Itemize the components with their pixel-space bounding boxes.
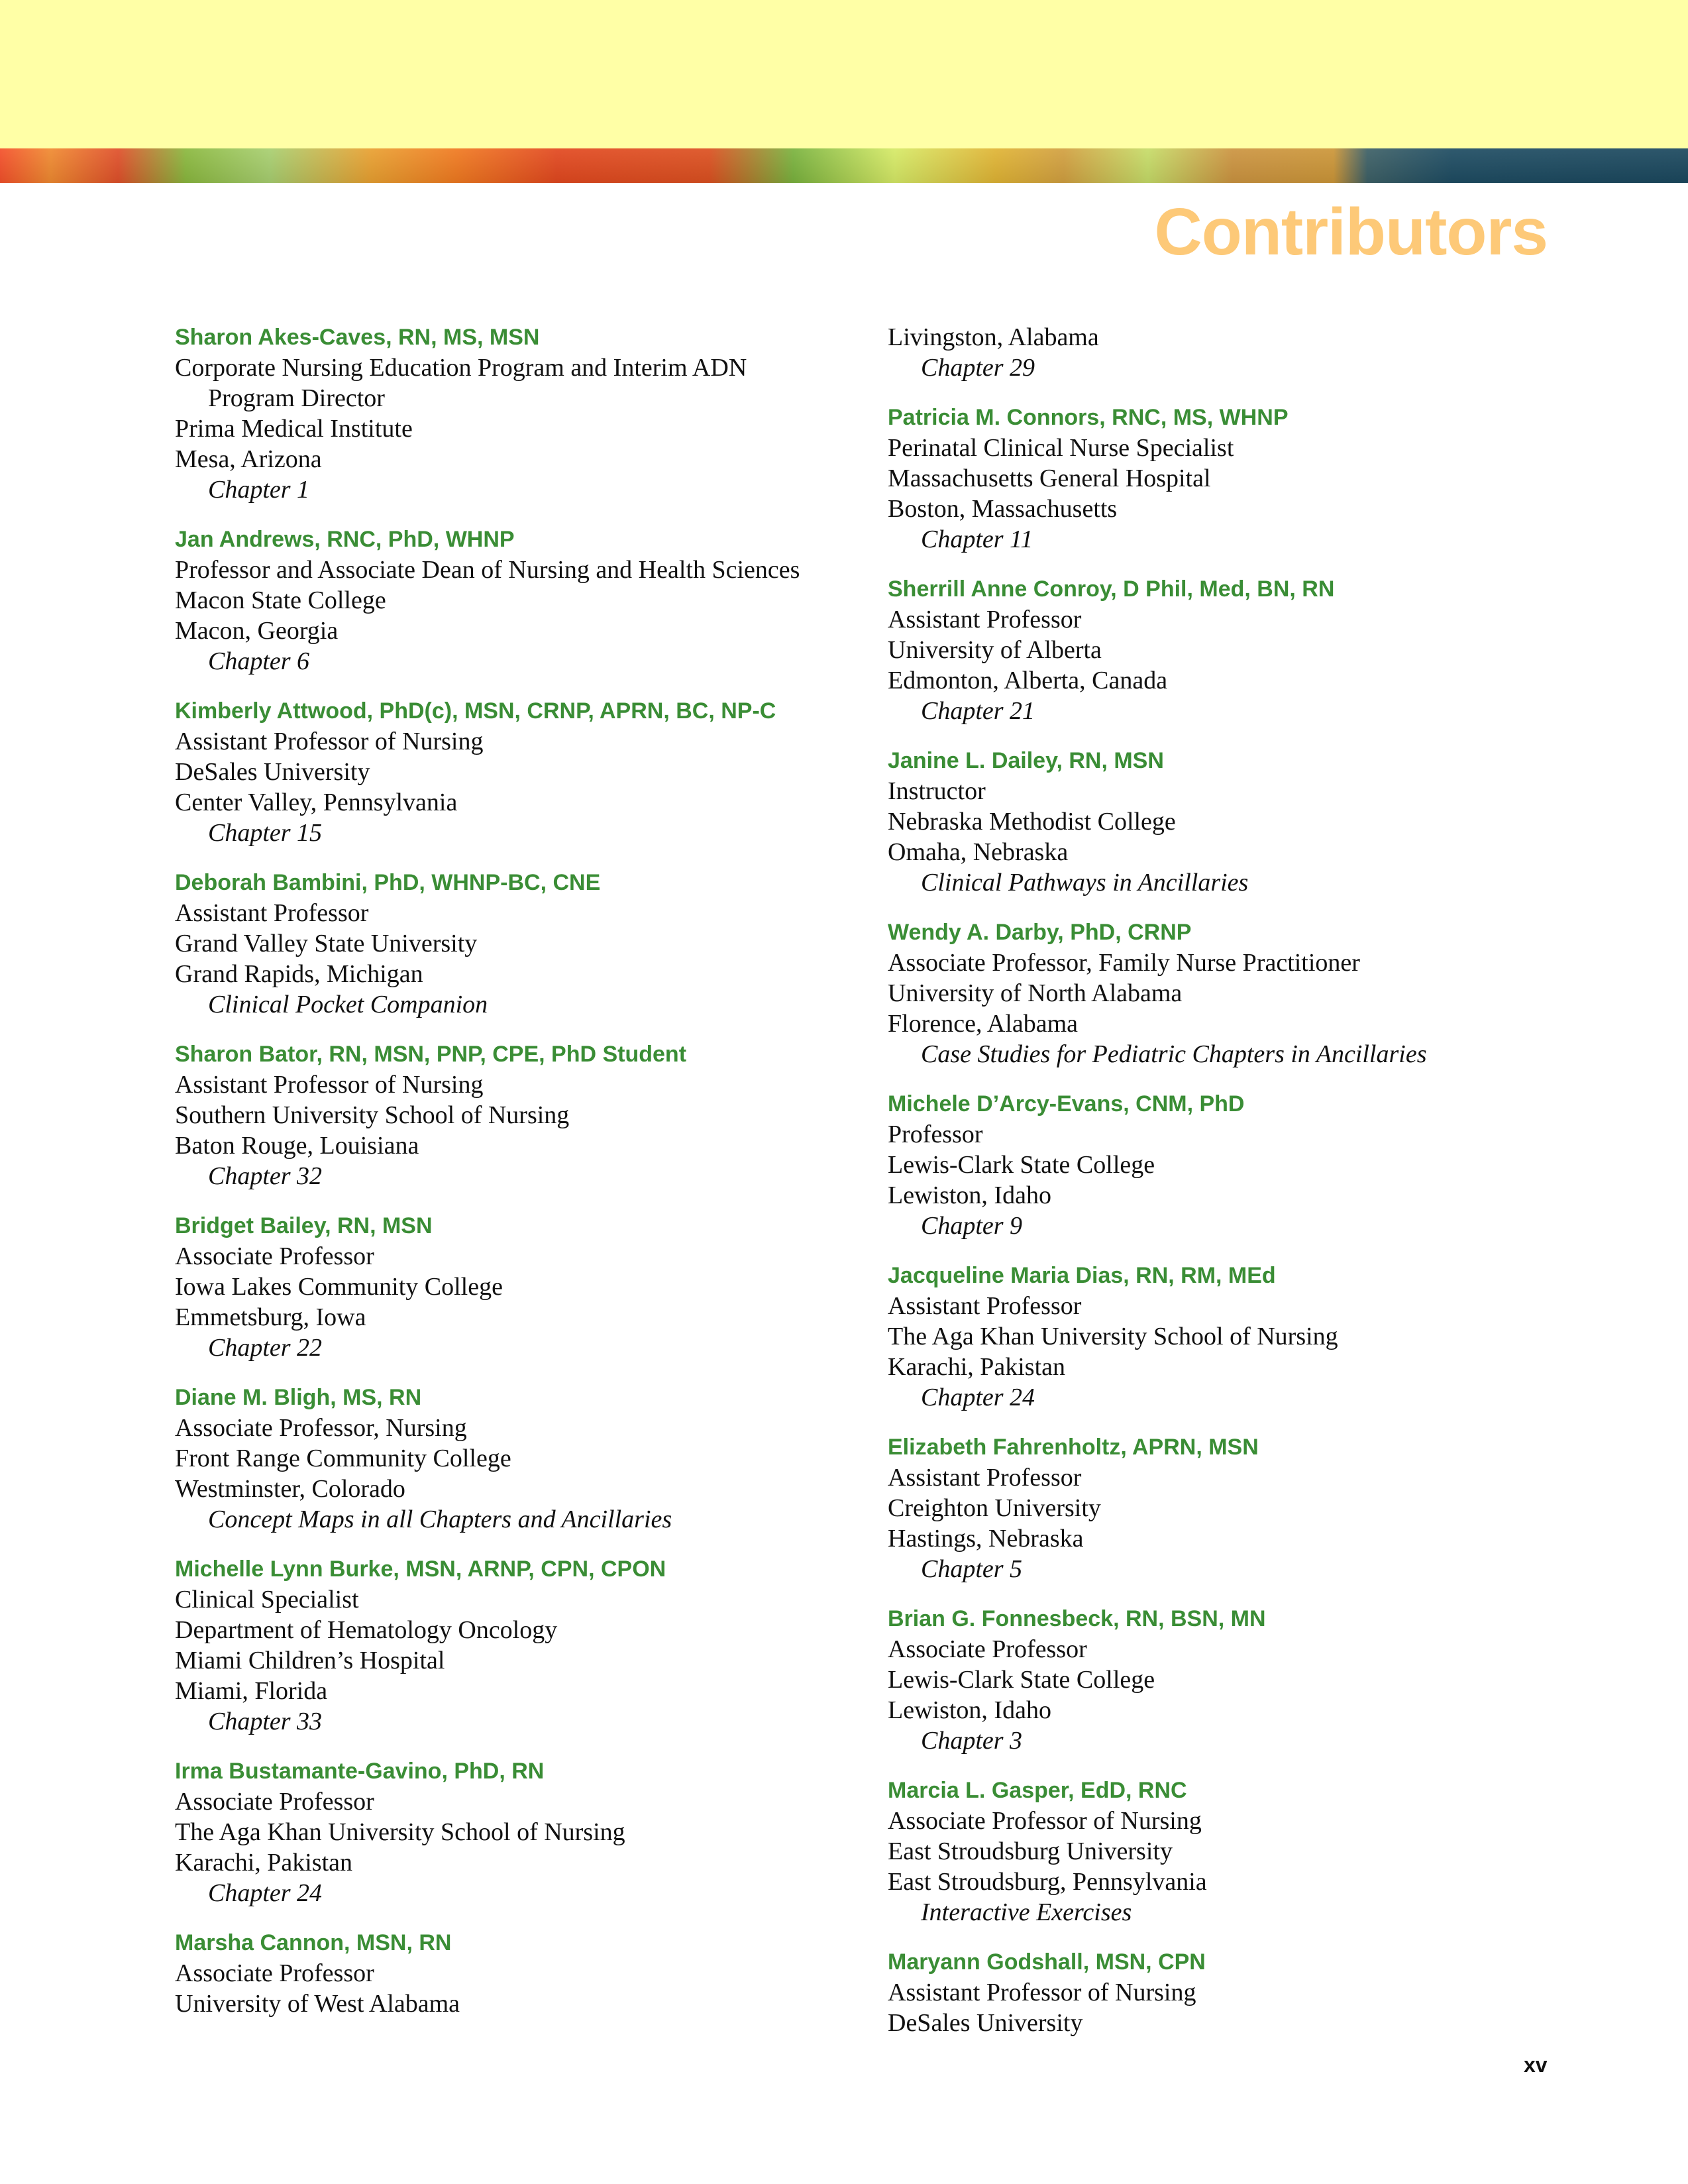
contributors-right-column xyxy=(888,322,1550,2057)
affiliation-line: Assistant Professor of Nursing xyxy=(175,728,484,755)
affiliation-line: Grand Rapids, Michigan xyxy=(175,960,423,988)
contribution-note: Chapter 15 xyxy=(208,819,323,847)
contributor-name: Irma Bustamante-Gavino, PhD, RN xyxy=(175,1759,545,1784)
contributor-name: Brian G. Fonnesbeck, RN, BSN, MN xyxy=(888,1606,1266,1631)
contributor-name: Bridget Bailey, RN, MSN xyxy=(175,1213,433,1238)
contributor-entry xyxy=(175,1554,837,1737)
top-color-band xyxy=(0,0,1688,148)
contributor-entry xyxy=(175,867,837,1020)
contribution-note: Chapter 24 xyxy=(921,1384,1035,1411)
affiliation-line: Prima Medical Institute xyxy=(175,415,413,443)
contribution-note: Chapter 33 xyxy=(208,1708,323,1735)
contributor-entry xyxy=(175,1039,837,1191)
affiliation-line: Massachusetts General Hospital xyxy=(888,464,1211,492)
contributor-name: Michelle Lynn Burke, MSN, ARNP, CPN, CPON xyxy=(175,1556,666,1582)
affiliation-line: East Stroudsburg, Pennsylvania xyxy=(888,1868,1207,1896)
affiliation-line: Assistant Professor xyxy=(175,899,369,927)
contributor-entry xyxy=(888,1260,1550,1413)
affiliation-line: Boston, Massachusetts xyxy=(888,495,1118,523)
affiliation-line: Associate Professor, Nursing xyxy=(175,1414,467,1442)
contributor-entry xyxy=(175,1382,837,1535)
affiliation-line: Professor and Associate Dean of Nursing and Health Sciences xyxy=(175,556,800,584)
affiliation-line: Associate Professor xyxy=(888,1635,1087,1663)
affiliation-line: Emmetsburg, Iowa xyxy=(175,1303,366,1331)
contributor-entry xyxy=(888,1432,1550,1584)
affiliation-line: Westminster, Colorado xyxy=(175,1475,405,1503)
affiliation-line: Macon State College xyxy=(175,586,386,614)
contribution-note: Chapter 6 xyxy=(208,647,310,675)
contributor-name: Diane M. Bligh, MS, RN xyxy=(175,1385,422,1410)
affiliation-line: The Aga Khan University School of Nursing xyxy=(888,1323,1338,1350)
contributor-name: Patricia M. Connors, RNC, MS, WHNP xyxy=(888,405,1289,430)
contributor-name: Jacqueline Maria Dias, RN, RM, MEd xyxy=(888,1263,1276,1288)
affiliation-line: East Stroudsburg University xyxy=(888,1837,1173,1865)
contribution-note: Concept Maps in all Chapters and Ancillaries xyxy=(208,1505,672,1533)
contribution-note: Chapter 3 xyxy=(921,1727,1023,1755)
contribution-note: Clinical Pocket Companion xyxy=(208,991,488,1018)
affiliation-line: Associate Professor xyxy=(175,1242,374,1270)
affiliation-line: Miami Children’s Hospital xyxy=(175,1647,445,1674)
affiliation-line: Creighton University xyxy=(888,1494,1101,1522)
contribution-note: Chapter 11 xyxy=(921,525,1033,553)
contributor-name: Deborah Bambini, PhD, WHNP-BC, CNE xyxy=(175,870,601,895)
affiliation-line: Karachi, Pakistan xyxy=(888,1353,1066,1381)
contributor-name: Elizabeth Fahrenholtz, APRN, MSN xyxy=(888,1435,1259,1460)
affiliation-line: The Aga Khan University School of Nursing xyxy=(175,1818,625,1846)
contribution-note: Case Studies for Pediatric Chapters in Ancillaries xyxy=(921,1040,1427,1068)
affiliation-line: Southern University School of Nursing xyxy=(175,1101,570,1129)
affiliation-line: Assistant Professor xyxy=(888,606,1082,633)
contributor-entry xyxy=(175,322,837,505)
affiliation-line: Center Valley, Pennsylvania xyxy=(175,789,458,816)
contributor-name: Sherrill Anne Conroy, D Phil, Med, BN, RN xyxy=(888,576,1335,602)
affiliation-line: Assistant Professor xyxy=(888,1292,1082,1320)
affiliation-line: DeSales University xyxy=(888,2009,1083,2037)
affiliation-line: Lewis-Clark State College xyxy=(888,1151,1155,1179)
contributor-entry xyxy=(888,745,1550,898)
affiliation-line: Associate Professor, Family Nurse Practitioner xyxy=(888,949,1360,977)
contributor-entry xyxy=(175,696,837,848)
affiliation-line: Miami, Florida xyxy=(175,1677,328,1705)
affiliation-line: Perinatal Clinical Nurse Specialist xyxy=(888,434,1234,462)
contributor-entry xyxy=(888,1604,1550,1756)
affiliation-line: Clinical Specialist xyxy=(175,1586,359,1613)
contributor-entry xyxy=(175,1756,837,1908)
affiliation-line: Livingston, Alabama xyxy=(888,323,1099,351)
affiliation-line: Edmonton, Alberta, Canada xyxy=(888,667,1168,694)
affiliation-line: University of West Alabama xyxy=(175,1990,460,2018)
contributor-entry xyxy=(888,574,1550,726)
contribution-note: Chapter 29 xyxy=(921,354,1035,382)
affiliation-line: Lewis-Clark State College xyxy=(888,1666,1155,1694)
affiliation-line: Department of Hematology Oncology xyxy=(175,1616,558,1644)
contribution-note: Chapter 24 xyxy=(208,1879,323,1907)
affiliation-line: Nebraska Methodist College xyxy=(888,808,1176,836)
contributor-name: Kimberly Attwood, PhD(c), MSN, CRNP, APRN, BC, NP-C xyxy=(175,698,776,724)
affiliation-line: Instructor xyxy=(888,777,986,805)
decorative-banner-image xyxy=(0,148,1688,183)
page-number: xv xyxy=(1524,2053,1548,2077)
contributor-entry xyxy=(888,917,1550,1069)
contribution-note: Chapter 5 xyxy=(921,1555,1023,1583)
affiliation-line: Macon, Georgia xyxy=(175,617,339,645)
affiliation-line: Lewiston, Idaho xyxy=(888,1181,1051,1209)
affiliation-line: Florence, Alabama xyxy=(888,1010,1079,1038)
affiliation-line: Mesa, Arizona xyxy=(175,445,322,473)
contributor-entry xyxy=(888,1775,1550,1928)
contributor-name: Sharon Bator, RN, MSN, PNP, CPE, PhD Student xyxy=(175,1042,687,1067)
affiliation-line: Karachi, Pakistan xyxy=(175,1849,353,1877)
affiliation-line: Assistant Professor of Nursing xyxy=(888,1979,1196,2006)
contributor-entry xyxy=(888,1947,1550,2038)
contributor-entry xyxy=(888,402,1550,555)
contributor-name: Janine L. Dailey, RN, MSN xyxy=(888,748,1164,773)
affiliation-line: Hastings, Nebraska xyxy=(888,1525,1084,1553)
affiliation-line: Assistant Professor xyxy=(888,1464,1082,1492)
contributor-name: Wendy A. Darby, PhD, CRNP xyxy=(888,920,1192,945)
affiliation-line: Associate Professor xyxy=(175,1788,374,1816)
contributor-entry xyxy=(888,1089,1550,1241)
affiliation-line: Baton Rouge, Louisiana xyxy=(175,1132,419,1160)
contribution-note: Chapter 22 xyxy=(208,1334,323,1362)
contributor-name: Marcia L. Gasper, EdD, RNC xyxy=(888,1778,1187,1803)
affiliation-line: Corporate Nursing Education Program and Interim ADN Program Director xyxy=(175,354,747,412)
contribution-note: Interactive Exercises xyxy=(921,1898,1132,1926)
contributor-name: Marsha Cannon, MSN, RN xyxy=(175,1930,452,1955)
contributor-name: Jan Andrews, RNC, PhD, WHNP xyxy=(175,527,515,552)
contributor-name: Maryann Godshall, MSN, CPN xyxy=(888,1949,1206,1975)
contribution-note: Chapter 9 xyxy=(921,1212,1023,1240)
affiliation-line: Professor xyxy=(888,1120,983,1148)
contribution-note: Chapter 1 xyxy=(208,476,310,504)
affiliation-line: Associate Professor xyxy=(175,1959,374,1987)
page-title: Contributors xyxy=(1154,195,1548,269)
affiliation-line: Associate Professor of Nursing xyxy=(888,1807,1202,1835)
affiliation-line: Lewiston, Idaho xyxy=(888,1696,1051,1724)
affiliation-line: University of North Alabama xyxy=(888,979,1183,1007)
contributor-entry xyxy=(888,322,1550,383)
contribution-note: Clinical Pathways in Ancillaries xyxy=(921,869,1249,897)
contributor-entry xyxy=(175,1211,837,1363)
affiliation-line: Omaha, Nebraska xyxy=(888,838,1069,866)
contributor-entry xyxy=(175,1928,837,2019)
affiliation-line: Iowa Lakes Community College xyxy=(175,1273,503,1301)
contribution-note: Chapter 21 xyxy=(921,697,1035,725)
contributor-entry xyxy=(175,524,837,677)
contributor-name: Michele D’Arcy-Evans, CNM, PhD xyxy=(888,1091,1245,1117)
affiliation-line: University of Alberta xyxy=(888,636,1102,664)
affiliation-line: DeSales University xyxy=(175,758,370,786)
affiliation-line: Assistant Professor of Nursing xyxy=(175,1071,484,1099)
affiliation-line: Grand Valley State University xyxy=(175,930,478,957)
contributor-name: Sharon Akes-Caves, RN, MS, MSN xyxy=(175,325,540,350)
contribution-note: Chapter 32 xyxy=(208,1162,323,1190)
contributors-left-column xyxy=(175,322,837,2038)
affiliation-line: Front Range Community College xyxy=(175,1445,511,1472)
